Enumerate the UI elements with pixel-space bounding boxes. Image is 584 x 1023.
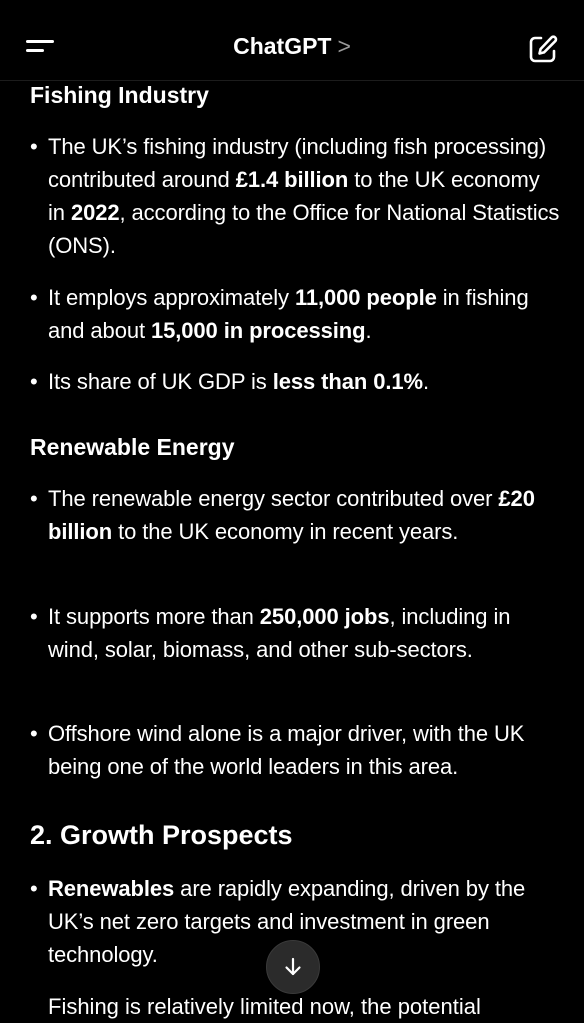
scroll-to-bottom-button[interactable] (266, 940, 320, 994)
model-selector[interactable] (0, 33, 584, 60)
bullet-dot: • (30, 285, 38, 310)
bullet-text: It supports more than 250,000 jobs, including in wind, solar, biomass, and other sub-sectors. (48, 604, 511, 662)
list-item (30, 365, 560, 398)
bullet-dot: • (30, 721, 38, 746)
heading-renewables: Renewable Energy (30, 434, 235, 460)
list-item (30, 482, 560, 548)
list-item (30, 130, 560, 262)
bullet-text: Renewables are rapidly expanding, driven by the UK’s net zero targets and investment in green technology. (48, 876, 526, 967)
bullet-text: It employs approximately 11,000 people in fishing and about 15,000 in processing. (48, 285, 529, 343)
list-item (30, 281, 560, 347)
bullet-text: Offshore wind alone is a major driver, with the UK being one of the world leaders in this area. (48, 721, 525, 779)
bullet-dot: • (30, 604, 38, 629)
bullet-dot: • (30, 876, 38, 901)
bullet-dot: • (30, 134, 38, 159)
bullet-text: The renewable energy sector contributed over £20 billion to the UK economy in recent years. (48, 486, 535, 544)
heading-growth-prospects: 2. Growth Prospects (30, 820, 293, 850)
chevron-right-icon: > (337, 33, 351, 59)
bullet-text: The UK’s fishing industry (including fish processing) contributed around £1.4 billion to the UK economy in 2022, according to the Office for National Statistics (ONS). (48, 134, 560, 258)
app-title: ChatGPT (233, 33, 332, 59)
list-item (30, 600, 560, 666)
heading-fishing: Fishing Industry (30, 82, 209, 108)
cutoff-text: Fishing is relatively limited now, the potential (48, 994, 481, 1019)
list-item (30, 717, 560, 783)
bullet-dot: • (30, 369, 38, 394)
arrow-down-icon (282, 956, 304, 978)
bullet-dot: • (30, 486, 38, 511)
top-bar (0, 0, 584, 81)
compose-icon[interactable] (528, 34, 558, 64)
bullet-text: Its share of UK GDP is less than 0.1%. (48, 369, 429, 394)
